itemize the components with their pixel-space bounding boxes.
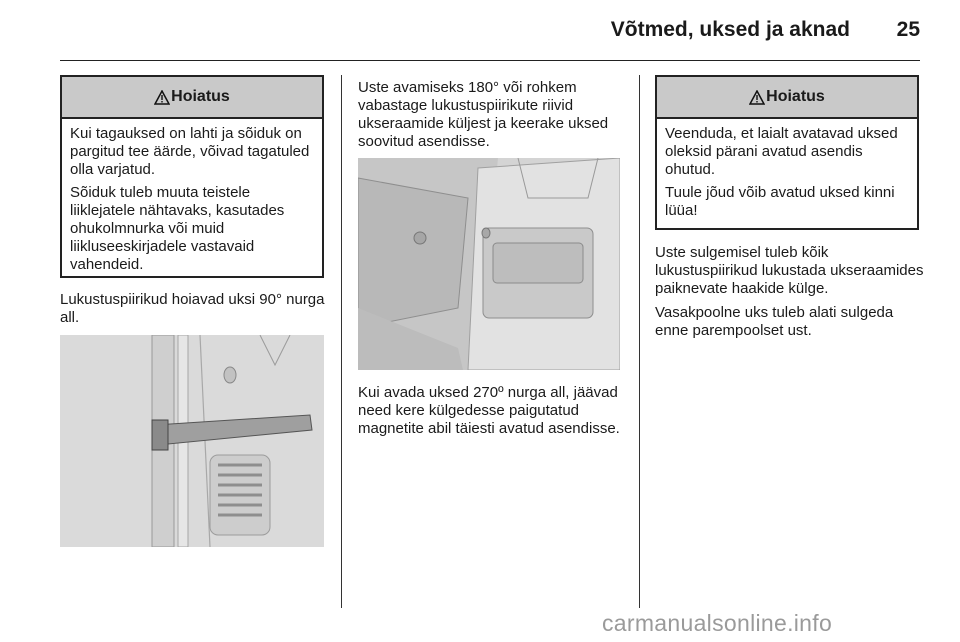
warning-box-2-body [657, 119, 917, 226]
warning-triangle-icon [749, 90, 765, 105]
paragraph: Uste sulgemisel tuleb kõik lukustuspiirikud lukustada ukseraamides paiknevate haakide külge. [655, 244, 924, 297]
column-divider-2 [639, 75, 640, 608]
warning-triangle-icon [154, 90, 170, 105]
column3-text [655, 244, 925, 346]
warning-paragraph: Tuule jõud võib avatud uksed kinni lüüa! [665, 184, 895, 219]
warning-title: Hoiatus [171, 88, 230, 105]
warning-box-2-header [657, 77, 917, 119]
paragraph: Vasakpoolne uks tuleb alati sulgeda enne parempoolset ust. [655, 304, 894, 339]
paragraph: Lukustuspiirikud hoiavad uksi 90° nurga all. [60, 291, 325, 326]
warning-box-2 [655, 75, 919, 230]
column1-text [60, 291, 330, 333]
warning-box-1-body [62, 119, 322, 280]
warning-title: Hoiatus [766, 88, 825, 105]
warning-box-1 [60, 75, 324, 278]
rear-door-open-illustration [358, 158, 620, 370]
warning-paragraph: Sõiduk tuleb muuta teistele liiklejatele nähtavaks, kasutades ohukolmnurka või muid liikluseeskirjadele vastavaid vahendeid. [70, 184, 285, 273]
warning-paragraph: Veenduda, et laialt avatavad uksed oleksid pärani avatud asendis ohutud. [665, 125, 898, 178]
page-title: Võtmed, uksed ja aknad [610, 18, 850, 41]
paragraph: Uste avamiseks 180° või rohkem vabastage lukustuspiirikute riivid ukseraamide küljest ja keerake uksed soovitud asendisse. [358, 79, 609, 150]
page-number: 25 [896, 18, 920, 41]
paragraph: Kui avada uksed 270º nurga all, jäävad need kere külgedesse paigutatud magnetite abil täiesti avatud asendisse. [358, 384, 620, 437]
door-check-strap-illustration [60, 335, 324, 547]
column2-text-1 [358, 79, 628, 157]
warning-box-1-header [62, 77, 322, 119]
column-divider-1 [341, 75, 342, 608]
header-rule [60, 60, 920, 61]
watermark: carmanualsonline.info [602, 610, 833, 636]
warning-paragraph: Kui tagauksed on lahti ja sõiduk on pargitud tee äärde, võivad tagatuled olla varjatud. [70, 125, 310, 178]
column2-text-2 [358, 384, 628, 444]
